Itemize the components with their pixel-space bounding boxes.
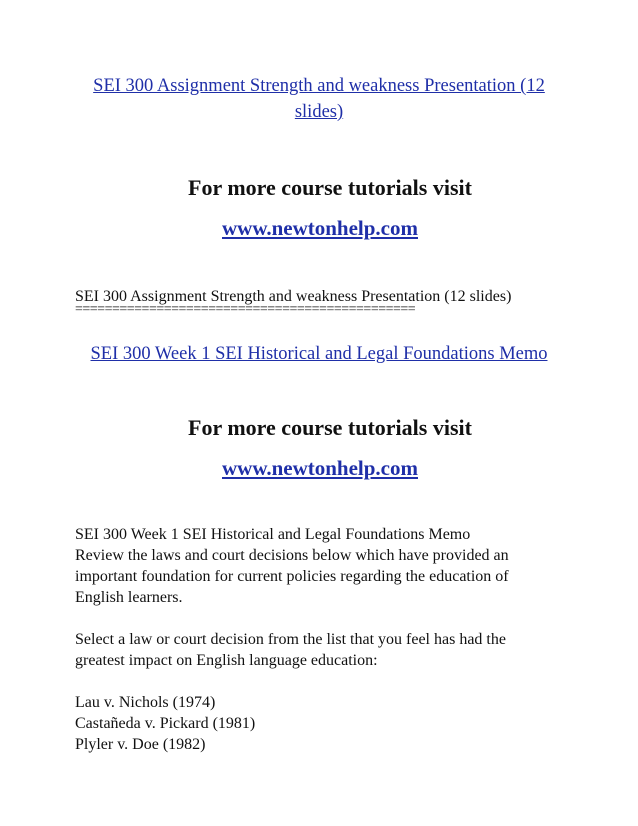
assignment-description: SEI 300 Assignment Strength and weakness Presentation (12 slides) (75, 288, 512, 305)
list-item: Castañeda v. Pickard (1981) (75, 715, 256, 732)
promo-heading: For more course tutorials visit (188, 175, 472, 200)
promo-url-wrapper (0, 454, 638, 482)
case-list (75, 692, 555, 755)
memo-review-line1: Review the laws and court decisions below which have provided an (75, 547, 509, 564)
memo-select-line1: Select a law or court decision from the list that you feel has had the (75, 631, 506, 648)
paragraph-spacer (75, 608, 555, 629)
list-item: Plyler v. Doe (1982) (75, 736, 206, 753)
newtonhelp-link[interactable]: www.newtonhelp.com (221, 216, 418, 240)
title-link-line2: slides) (294, 102, 344, 122)
memo-section (75, 524, 555, 755)
week1-link-block (70, 341, 568, 367)
promo-url-wrapper (0, 214, 638, 242)
promo-heading: For more course tutorials visit (188, 415, 472, 440)
week1-memo-link[interactable]: SEI 300 Week 1 SEI Historical and Legal Foundations Memo (90, 344, 548, 364)
promo-block-1 (0, 174, 638, 242)
list-item: Lau v. Nichols (1974) (75, 694, 216, 711)
memo-title: SEI 300 Week 1 SEI Historical and Legal Foundations Memo (75, 526, 471, 543)
memo-review-line2: important foundation for current policies regarding the education of (75, 568, 509, 585)
assignment-title-link[interactable] (93, 76, 545, 122)
paragraph-spacer (75, 671, 555, 692)
memo-select-line2: greatest impact on English language education: (75, 652, 378, 669)
newtonhelp-link[interactable]: www.newtonhelp.com (221, 456, 418, 480)
title-link-line1: SEI 300 Assignment Strength and weakness Presentation (12 (93, 76, 545, 96)
separator-line: ============================================== (75, 303, 416, 317)
promo-block-2 (0, 414, 638, 482)
memo-review-line3: English learners. (75, 589, 183, 606)
title-link-block (70, 73, 568, 125)
